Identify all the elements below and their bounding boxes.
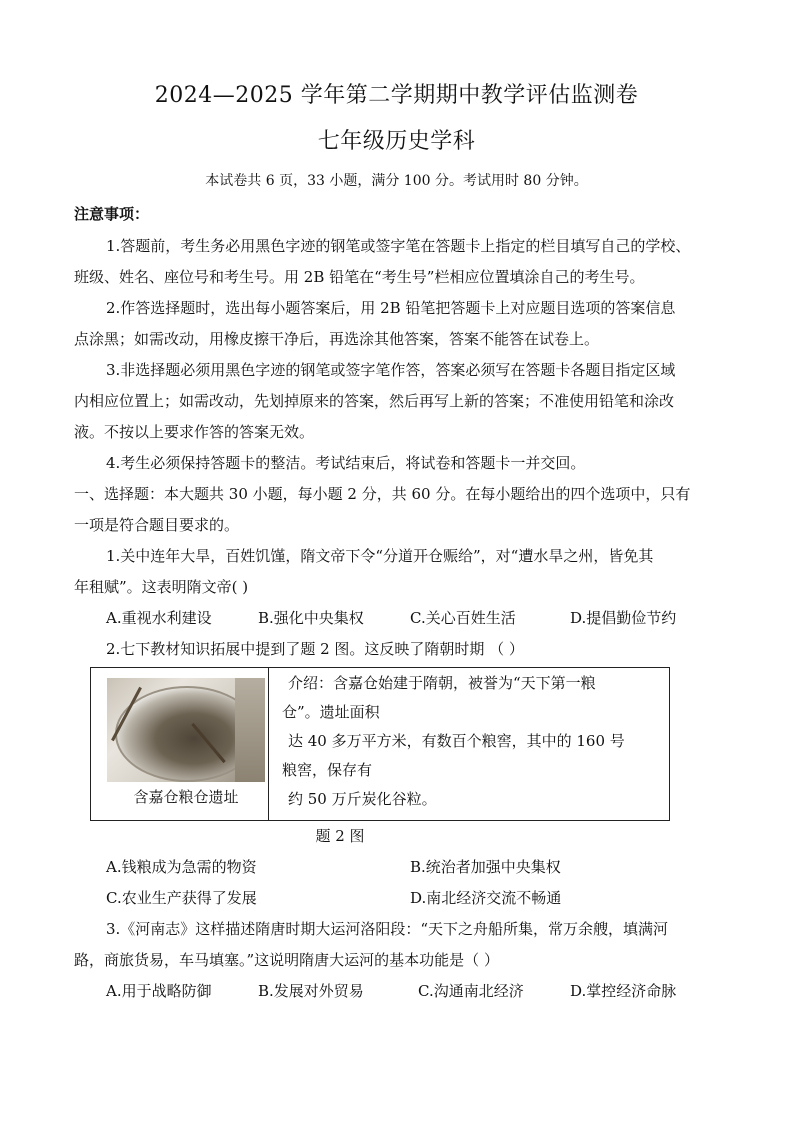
notice-line: 液。不按以上要求作答的答案无效。: [74, 423, 315, 441]
q2-option-b: B.统治者加强中央集权: [410, 858, 561, 876]
figure-intro-line: 仓”。遗址面积: [282, 703, 380, 721]
figure-box: [90, 667, 670, 821]
figure-intro-line: 达 40 多万平方米，有数百个粮窖，其中的 160 号: [288, 732, 625, 750]
q3-option-c: C.沟通南北经济: [418, 982, 524, 1000]
exam-title: 2024—2025 学年第二学期期中教学评估监测卷: [154, 83, 639, 108]
granary-photo: [107, 678, 265, 782]
notice-line: 点涂黑；如需改动，用橡皮擦干净后，再选涂其他答案，答案不能答在试卷上。: [74, 330, 600, 348]
figure-intro-line: 粮窖，保存有: [282, 761, 373, 779]
notice-line: 内相应位置上；如需改动，先划掉原来的答案，然后再写上新的答案；不准使用铅笔和涂改: [74, 392, 675, 410]
question-2-stem: 2.七下教材知识拓展中提到了题 2 图。这反映了隋朝时期 （ ）: [106, 640, 524, 658]
q3-option-d: D.掌控经济命脉: [570, 982, 677, 1000]
notice-line: 班级、姓名、座位号和考生号。用 2B 铅笔在“考生号”栏相应位置填涂自己的考生号。: [74, 268, 645, 286]
figure-label: 题 2 图: [315, 827, 365, 845]
section-heading-cont: 一项是符合题目要求的。: [74, 516, 240, 534]
question-1-stem: 1.关中连年大旱，百姓饥馑，隋文帝下令“分道开仓赈给”，对“遭水旱之州，皆免其: [106, 547, 654, 565]
exam-subject: 七年级历史学科: [317, 129, 476, 154]
notice-line: 1.答题前，考生务必用黑色字迹的钢笔或签字笔在答题卡上指定的栏目填写自己的学校、: [106, 237, 691, 255]
q1-option-b: B.强化中央集权: [258, 609, 364, 627]
notice-heading: 注意事项：: [74, 205, 150, 223]
notice-line: 2.作答选择题时，选出每小题答案后，用 2B 铅笔把答题卡上对应题目选项的答案信息: [106, 299, 676, 317]
q1-option-c: C.关心百姓生活: [410, 609, 516, 627]
figure-intro-line: 约 50 万斤炭化谷粒。: [288, 790, 437, 808]
figure-divider: [268, 668, 269, 820]
q2-option-a: A.钱粮成为急需的物资: [106, 858, 257, 876]
figure-intro-line: 介绍：含嘉仓始建于隋朝，被誉为“天下第一粮: [288, 674, 596, 692]
q1-option-a: A.重视水利建设: [106, 609, 212, 627]
q1-option-d: D.提倡勤俭节约: [570, 609, 677, 627]
exam-info: 本试卷共 6 页，33 小题，满分 100 分。考试用时 80 分钟。: [205, 173, 588, 189]
photo-caption: 含嘉仓粮仓遗址: [133, 788, 239, 806]
q3-option-b: B.发展对外贸易: [258, 982, 364, 1000]
question-3-stem: 3.《河南志》这样描述隋唐时期大运河洛阳段：“天下之舟船所集，常万余艘，填满河: [106, 920, 668, 938]
q2-option-c: C.农业生产获得了发展: [106, 889, 257, 907]
question-1-stem-cont: 年租赋”。这表明隋文帝( ): [74, 578, 249, 596]
question-3-stem-cont: 路，商旅货易，车马填塞。”这说明隋唐大运河的基本功能是（ ）: [74, 951, 499, 969]
section-heading: 一、选择题：本大题共 30 小题，每小题 2 分，共 60 分。在每小题给出的四个选项中，只有: [74, 485, 691, 503]
notice-line: 3.非选择题必须用黑色字迹的钢笔或签字笔作答，答案必须写在答题卡各题目指定区域: [106, 361, 676, 379]
notice-line: 4.考生必须保持答题卡的整洁。考试结束后，将试卷和答题卡一并交回。: [106, 454, 586, 472]
q3-option-a: A.用于战略防御: [106, 982, 212, 1000]
q2-option-d: D.南北经济交流不畅通: [410, 889, 562, 907]
